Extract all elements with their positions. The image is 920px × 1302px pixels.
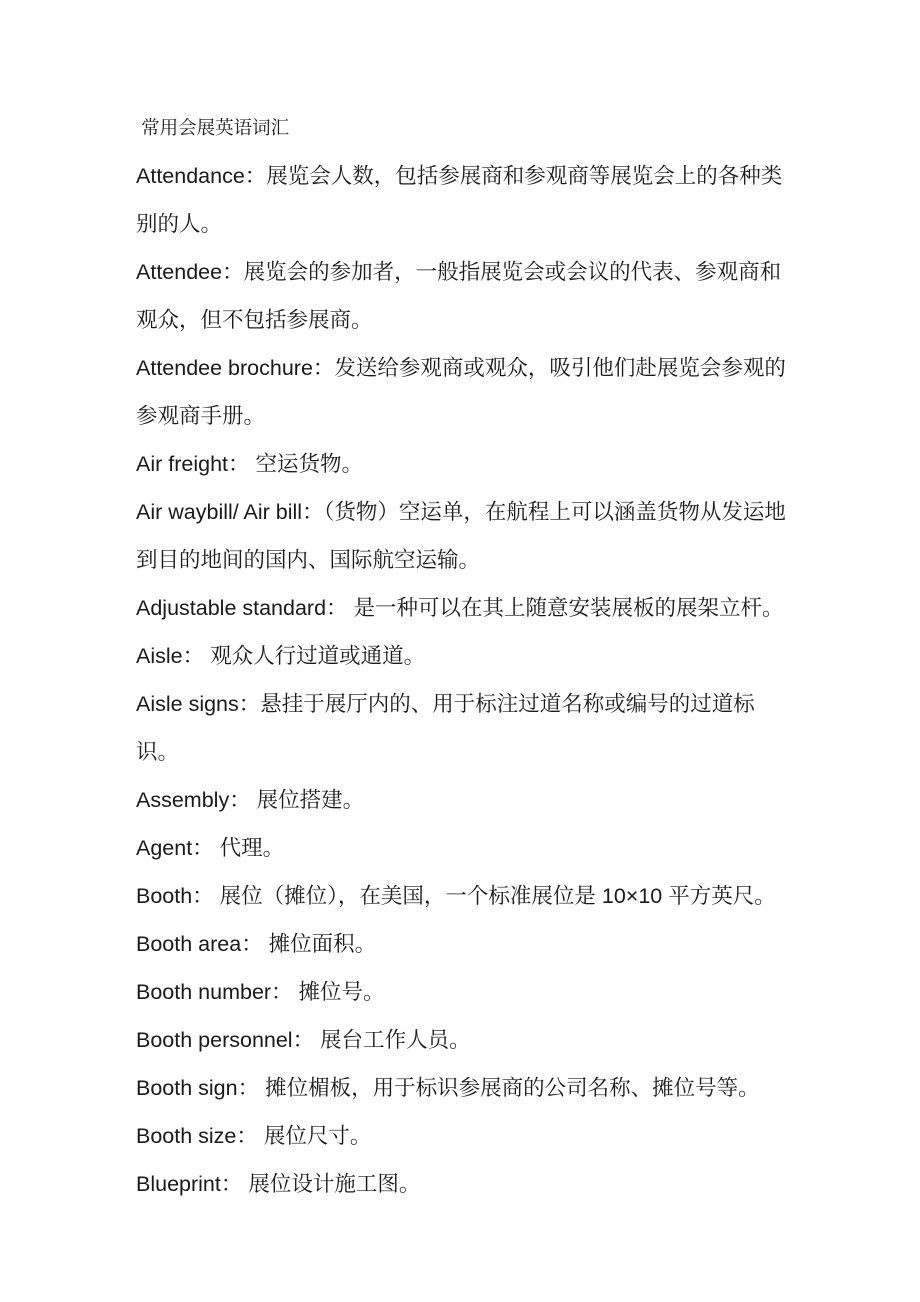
page-title: 常用会展英语词汇: [136, 117, 290, 138]
glossary-entry: Booth sign： 摊位楣板，用于标识参展商的公司名称、摊位号等。: [136, 1076, 760, 1100]
glossary-entry: Adjustable standard： 是一种可以在其上随意安装展板的展架立杆。: [136, 596, 784, 620]
glossary-entry: Assembly： 展位搭建。: [136, 788, 365, 812]
glossary-entry: Booth area： 摊位面积。: [136, 932, 377, 956]
glossary-entry: Aisle signs：悬挂于展厅内的、用于标注过道名称或编号的过道标识。: [136, 692, 755, 764]
document-body: [136, 104, 786, 1208]
glossary-entry: Attendance：展览会人数，包括参展商和参观商等展览会上的各种类别的人。: [136, 164, 783, 236]
glossary-entry: Attendee：展览会的参加者，一般指展览会或会议的代表、参观商和观众，但不包括参展商。: [136, 260, 782, 332]
glossary-entry: Attendee brochure：发送给参观商或观众，吸引他们赴展览会参观的参观商手册。: [136, 356, 786, 428]
glossary-entry: Air freight： 空运货物。: [136, 452, 363, 476]
glossary-entry: Blueprint： 展位设计施工图。: [136, 1172, 421, 1196]
glossary-entry: Agent： 代理。: [136, 836, 285, 860]
glossary-entry: Air waybill/ Air bill：（货物）空运单，在航程上可以涵盖货物从发运地到目的地间的国内、国际航空运输。: [136, 500, 786, 572]
glossary-entry: Aisle： 观众人行过道或通道。: [136, 644, 426, 668]
glossary-entry: Booth： 展位（摊位），在美国，一个标准展位是 10×10 平方英尺。: [136, 884, 776, 908]
glossary-entry: Booth personnel： 展台工作人员。: [136, 1028, 471, 1052]
glossary-entry: Booth size： 展位尺寸。: [136, 1124, 372, 1148]
glossary-entry: Booth number： 摊位号。: [136, 980, 385, 1004]
